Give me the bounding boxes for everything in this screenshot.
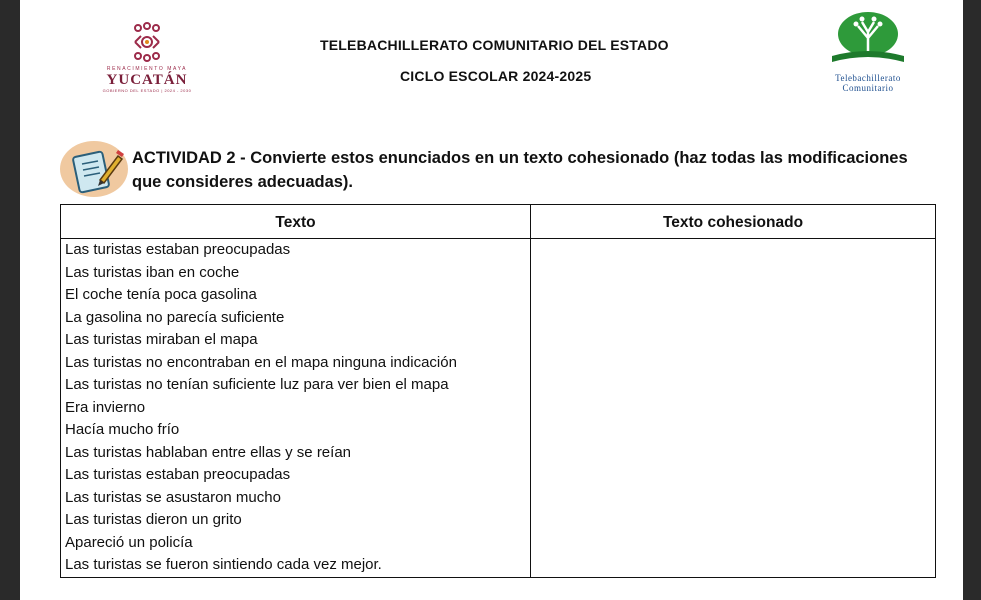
header-texto: Texto — [61, 205, 530, 239]
yucatan-logo — [82, 22, 212, 102]
pencil-paper-icon — [56, 138, 132, 200]
sentence-item: Las turistas estaban preocupadas — [65, 241, 291, 258]
sentence-item: Las turistas no tenían suficiente luz para ver bien el mapa — [65, 376, 449, 393]
telebachillerato-line2: Comunitario — [842, 83, 894, 93]
header-texto-cohesionado: Texto cohesionado — [531, 205, 935, 239]
sentence-item: El coche tenía poca gasolina — [65, 286, 257, 303]
activity-instruction: ACTIVIDAD 2 - Convierte estos enunciados en un texto cohesionado (haz todas las modificaciones que consideres adecuadas). — [132, 149, 908, 191]
text-column — [61, 205, 531, 577]
sentence-item: Apareció un policía — [65, 533, 193, 551]
sentence-item: Las turistas hablaban entre ellas y se reían — [65, 443, 352, 461]
header-title-line2: CICLO ESCOLAR 2024-2025 — [400, 68, 592, 84]
maya-emblem-icon — [127, 22, 167, 62]
sentence-item: Era invierno — [65, 398, 146, 416]
right-screen-edge — [963, 0, 981, 600]
sentence-item: Las turistas miraban el mapa — [65, 331, 258, 348]
sentence-item: La gasolina no parecía suficiente — [65, 308, 285, 326]
sentence-list — [61, 239, 530, 577]
sentence-item: Las turistas se asustaron mucho — [65, 488, 281, 506]
sentence-item: Las turistas dieron un grito — [65, 511, 242, 528]
header-title-line1: TELEBACHILLERATO COMUNITARIO DEL ESTADO — [320, 37, 669, 53]
sentence-item: Las turistas iban en coche — [65, 263, 240, 281]
telebachillerato-logo — [798, 10, 938, 100]
sentence-item: Las turistas se fueron sintiendo cada vez mejor. — [65, 556, 382, 573]
activity-table — [60, 204, 936, 578]
cohesive-text-column[interactable] — [531, 205, 935, 577]
telebachillerato-line1: Telebachillerato — [835, 73, 901, 83]
left-screen-edge — [0, 0, 20, 600]
tree-book-icon — [818, 10, 918, 68]
sentence-item: Las turistas estaban preocupadas — [65, 466, 291, 483]
yucatan-top-text: RENACIMIENTO MAYA — [106, 66, 188, 72]
yucatan-name: YUCATÁN — [106, 72, 188, 88]
document-page — [20, 0, 963, 600]
sentence-item: Las turistas no encontraban en el mapa ninguna indicación — [65, 353, 457, 371]
yucatan-bottom-text: GOBIERNO DEL ESTADO | 2024 - 2030 — [102, 88, 192, 93]
sentence-item: Hacía mucho frío — [65, 421, 180, 438]
